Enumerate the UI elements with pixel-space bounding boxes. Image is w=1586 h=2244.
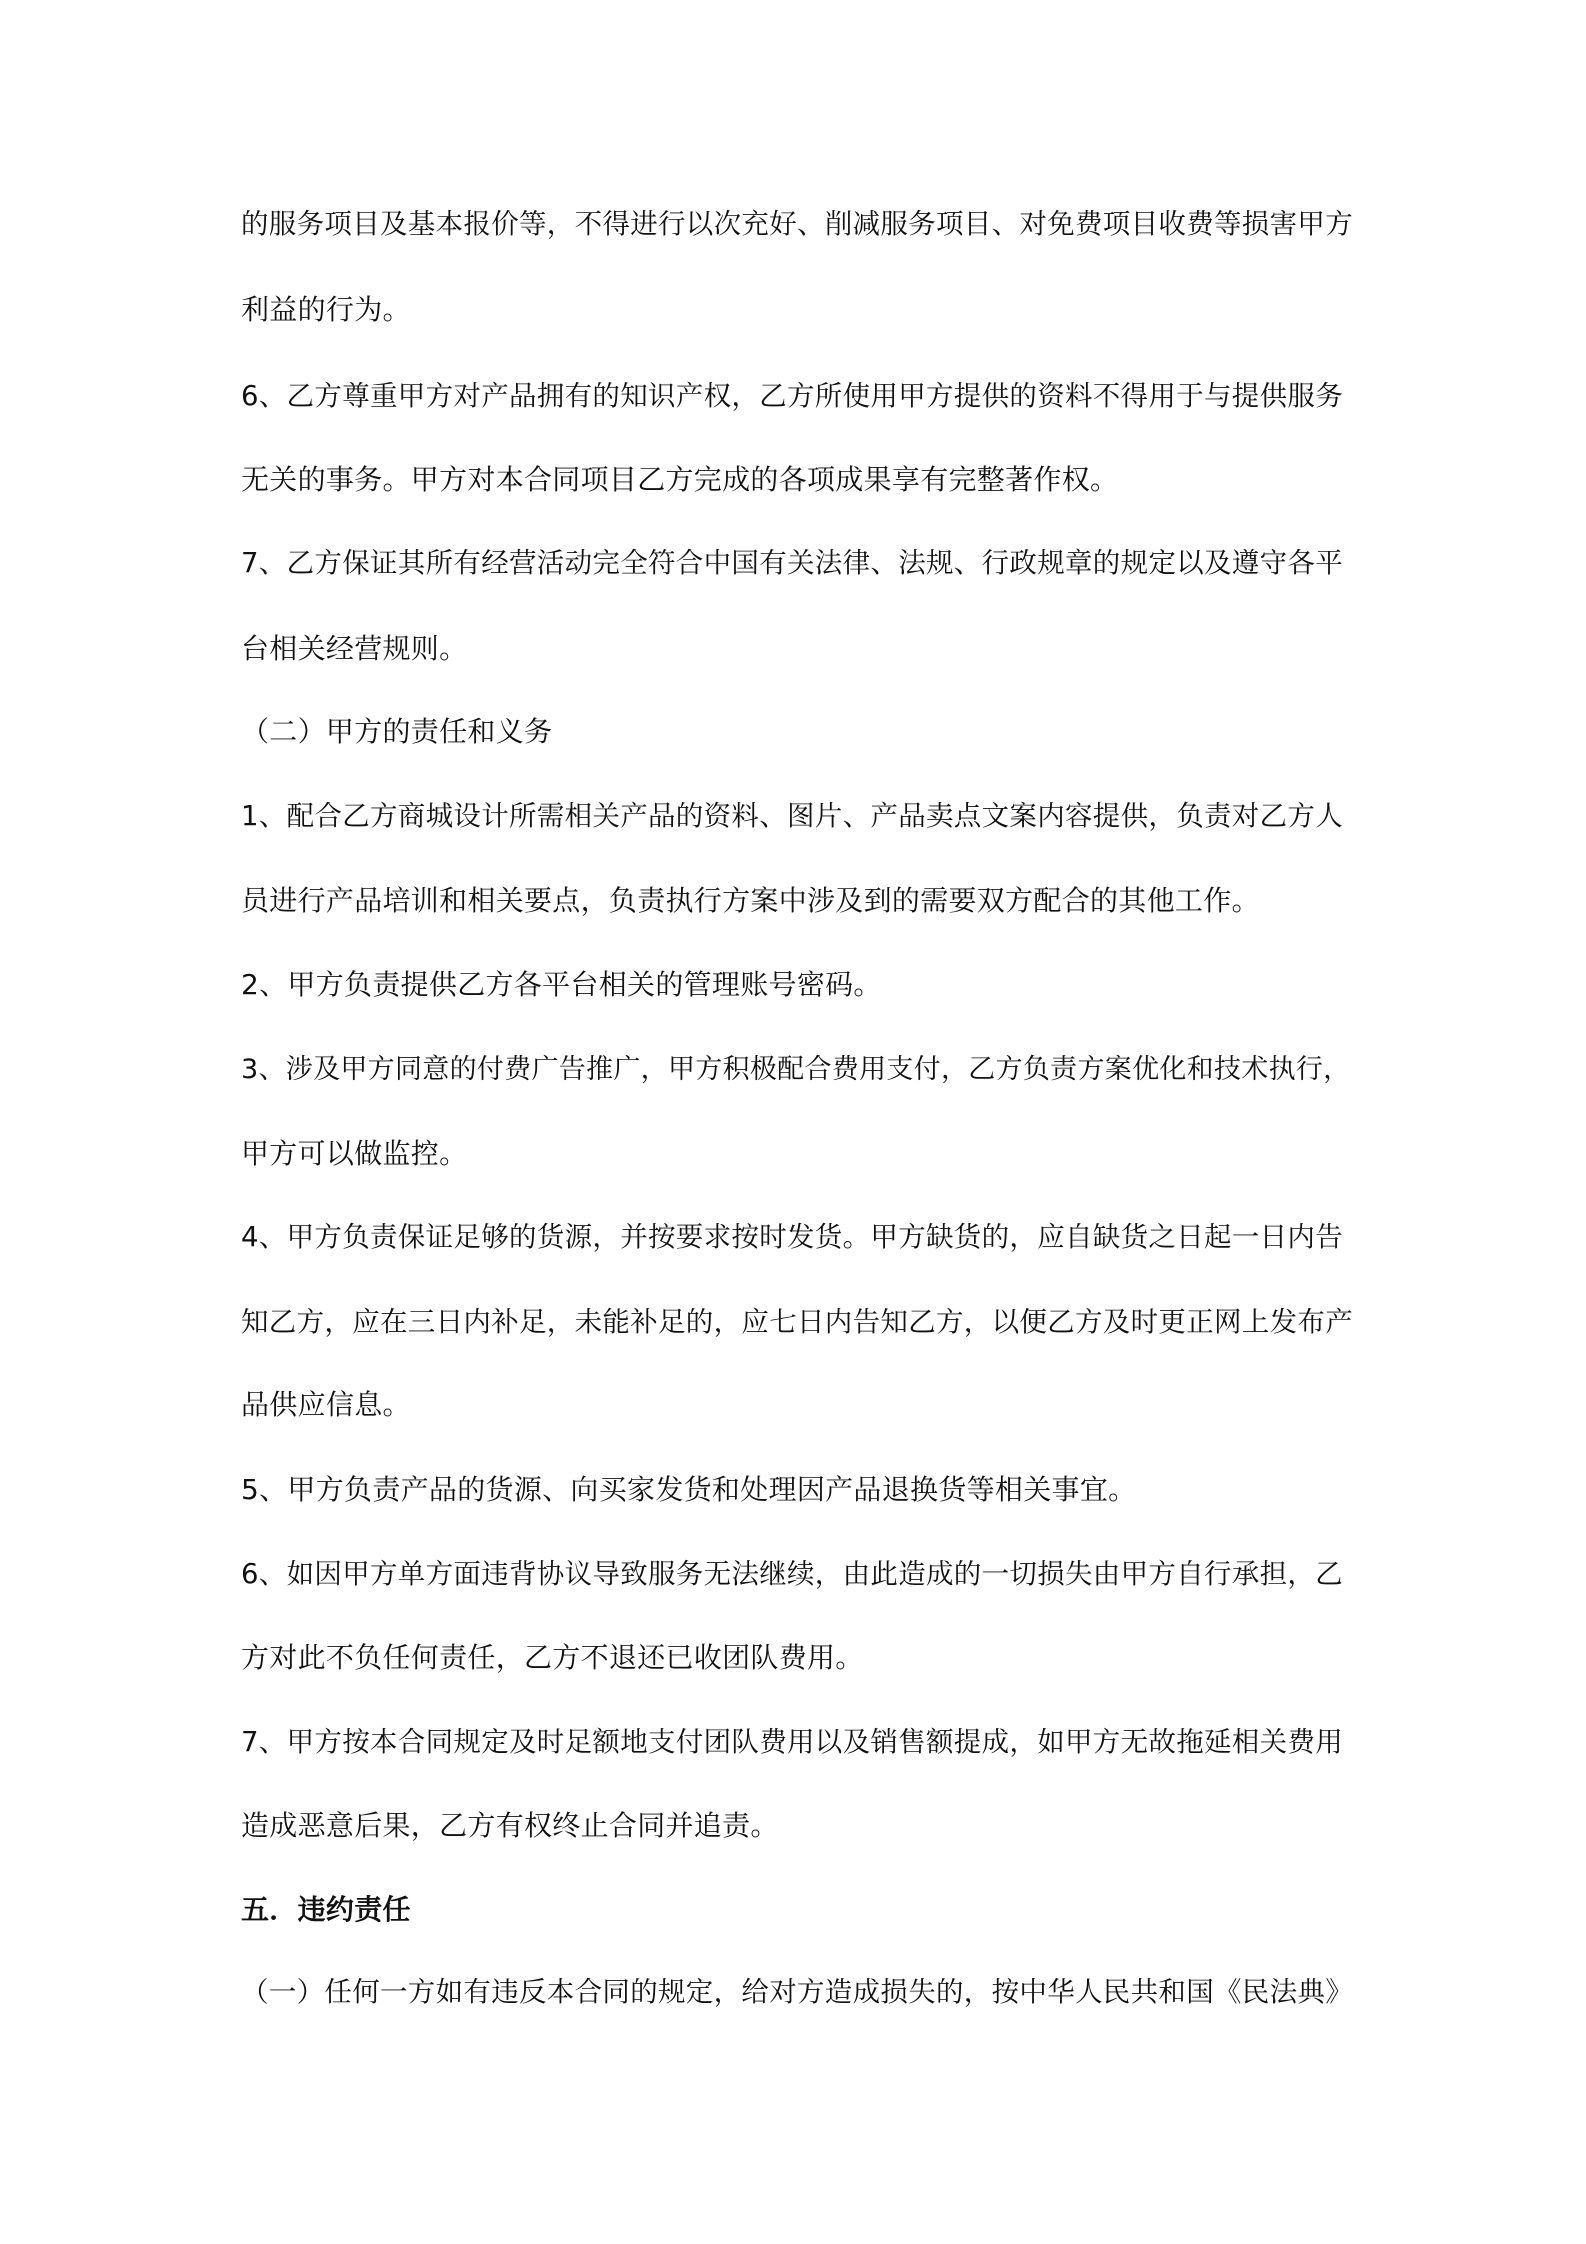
paragraph-line: 造成恶意后果，乙方有权终止合同并追责。: [241, 1809, 779, 1842]
section-subheading: （二）甲方的责任和义务: [241, 715, 553, 748]
section-heading: 五．违约责任: [241, 1893, 411, 1926]
paragraph-line: 1、配合乙方商城设计所需相关产品的资料、图片、产品卖点文案内容提供，负责对乙方人: [241, 800, 1343, 832]
paragraph-line: 方对此不负任何责任，乙方不退还已收团队费用。: [241, 1641, 864, 1674]
paragraph-line: 台相关经营规则。: [241, 632, 468, 665]
paragraph-line: 3、涉及甲方同意的付费广告推广，甲方积极配合费用支付，乙方负责方案优化和技术执行，: [241, 1054, 1351, 1085]
paragraph-line: 员进行产品培训和相关要点，负责执行方案中涉及到的需要双方配合的其他工作。: [241, 884, 1260, 917]
paragraph-line: 6、如因甲方单方面违背协议导致服务无法继续，由此造成的一切损失由甲方自行承担，乙: [241, 1558, 1343, 1590]
paragraph-line: 知乙方，应在三日内补足，未能补足的，应七日内告知乙方，以便乙方及时更正网上发布产: [241, 1306, 1353, 1338]
paragraph-line: 品供应信息。: [241, 1388, 411, 1421]
paragraph-line: 2、甲方负责提供乙方各平台相关的管理账号密码。: [241, 968, 882, 1001]
paragraph-line: 利益的行为。: [241, 293, 411, 326]
paragraph-line: 4、甲方负责保证足够的货源，并按要求按时发货。甲方缺货的，应自缺货之日起一日内告: [241, 1221, 1343, 1253]
paragraph-line: 的服务项目及基本报价等，不得进行以次充好、削减服务项目、对免费项目收费等损害甲方: [241, 208, 1353, 240]
paragraph-line: 7、乙方保证其所有经营活动完全符合中国有关法律、法规、行政规章的规定以及遵守各平: [241, 547, 1343, 579]
paragraph-line: 无关的事务。甲方对本合同项目乙方完成的各项成果享有完整著作权。: [241, 463, 1119, 496]
paragraph-line: 7、甲方按本合同规定及时足额地支付团队费用以及销售额提成，如甲方无故拖延相关费用: [241, 1726, 1343, 1758]
paragraph-line: 6、乙方尊重甲方对产品拥有的知识产权，乙方所使用甲方提供的资料不得用于与提供服务: [241, 380, 1343, 412]
paragraph-line: 甲方可以做监控。: [241, 1137, 468, 1170]
paragraph-line: （一）任何一方如有违反本合同的规定，给对方造成损失的，按中华人民共和国《民法典》: [241, 1976, 1353, 2008]
paragraph-line: 5、甲方负责产品的货源、向买家发货和处理因产品退换货等相关事宜。: [241, 1473, 1137, 1506]
